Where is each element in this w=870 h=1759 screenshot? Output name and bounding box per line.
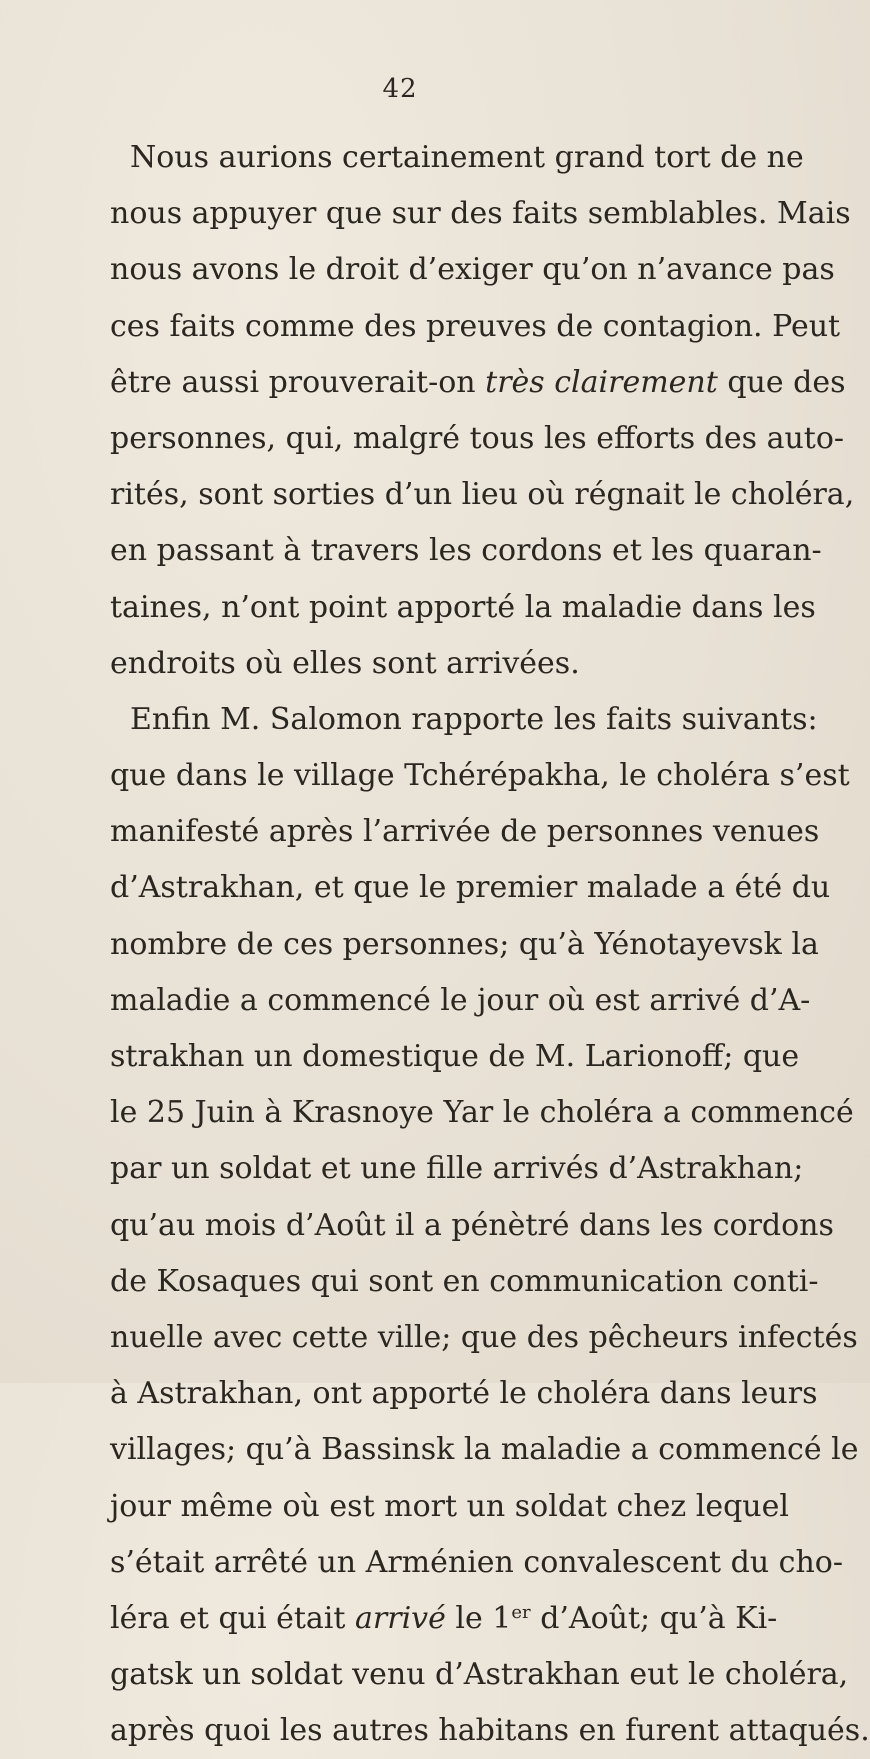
text-line: jour même où est mort un soldat chez lequel [110,1488,789,1524]
text-line: nuelle avec cette ville; que des pêcheurs infectés [110,1319,858,1355]
text-line: nombre de ces personnes; qu’à Yénotayevsk la [110,926,819,962]
text-line: rités, sont sorties d’un lieu où régnait le choléra, [110,477,855,513]
text-line: s’était arrêté un Arménien convalescent du cho- [110,1544,844,1580]
text-line: en passant à travers les cordons et les quaran- [110,533,822,569]
text-line: le 25 Juin à Krasnoye Yar le choléra a commencé [110,1095,854,1131]
text-line: villages; qu’à Bassinsk la maladie a commencé le [110,1432,859,1468]
italic-emphasis: très clairement [485,364,718,400]
text-line: être aussi prouverait-on très clairement que des [110,364,846,400]
ordinal-superscript: er [511,1601,531,1623]
text-line: Nous aurions certainement grand tort de ne [130,140,804,175]
text-line: maladie a commencé le jour où est arrivé d’A- [110,982,811,1018]
paragraph-2 [110,692,870,1759]
text-line: d’Astrakhan, et que le premier malade a été du [110,870,831,906]
text-line: manifesté après l’arrivée de personnes venues [110,814,820,850]
text-line: ces faits comme des preuves de contagion. Peut [110,308,841,344]
text-line: que dans le village Tchérépakha, le choléra s’est [110,758,850,794]
text-line: par un soldat et une fille arrivés d’Astrakhan; [110,1151,804,1187]
text-line: de Kosaques qui sont en communication conti- [110,1263,819,1299]
italic-emphasis: arrivé [355,1600,446,1636]
text-line: nous appuyer que sur des faits semblables. Mais [110,196,851,232]
body-text [110,130,870,1759]
text-line: à Astrakhan, ont apporté le choléra dans leurs [110,1376,818,1412]
page-number: 42 [382,74,418,104]
text-line: personnes, qui, malgré tous les efforts des auto- [110,420,845,456]
paragraph-1 [110,130,855,692]
text-line: Enfin M. Salomon rapporte les faits suivants: [130,701,818,737]
text-line: gatsk un soldat venu d’Astrakhan eut le choléra, [110,1657,849,1693]
text-line: endroits où elles sont arrivées. [110,645,580,681]
text-line: strakhan un domestique de M. Larionoff; que [110,1039,800,1074]
text-line: léra et qui était arrivé le 1er d’Août; qu’à Ki- [110,1600,778,1636]
text-line: taines, n’ont point apporté la maladie dans les [110,589,816,625]
text-line: après quoi les autres habitans en furent attaqués. [110,1713,870,1749]
text-line: qu’au mois d’Août il a pénètré dans les cordons [110,1207,834,1243]
text-line: nous avons le droit d’exiger qu’on n’avance pas [110,252,835,288]
